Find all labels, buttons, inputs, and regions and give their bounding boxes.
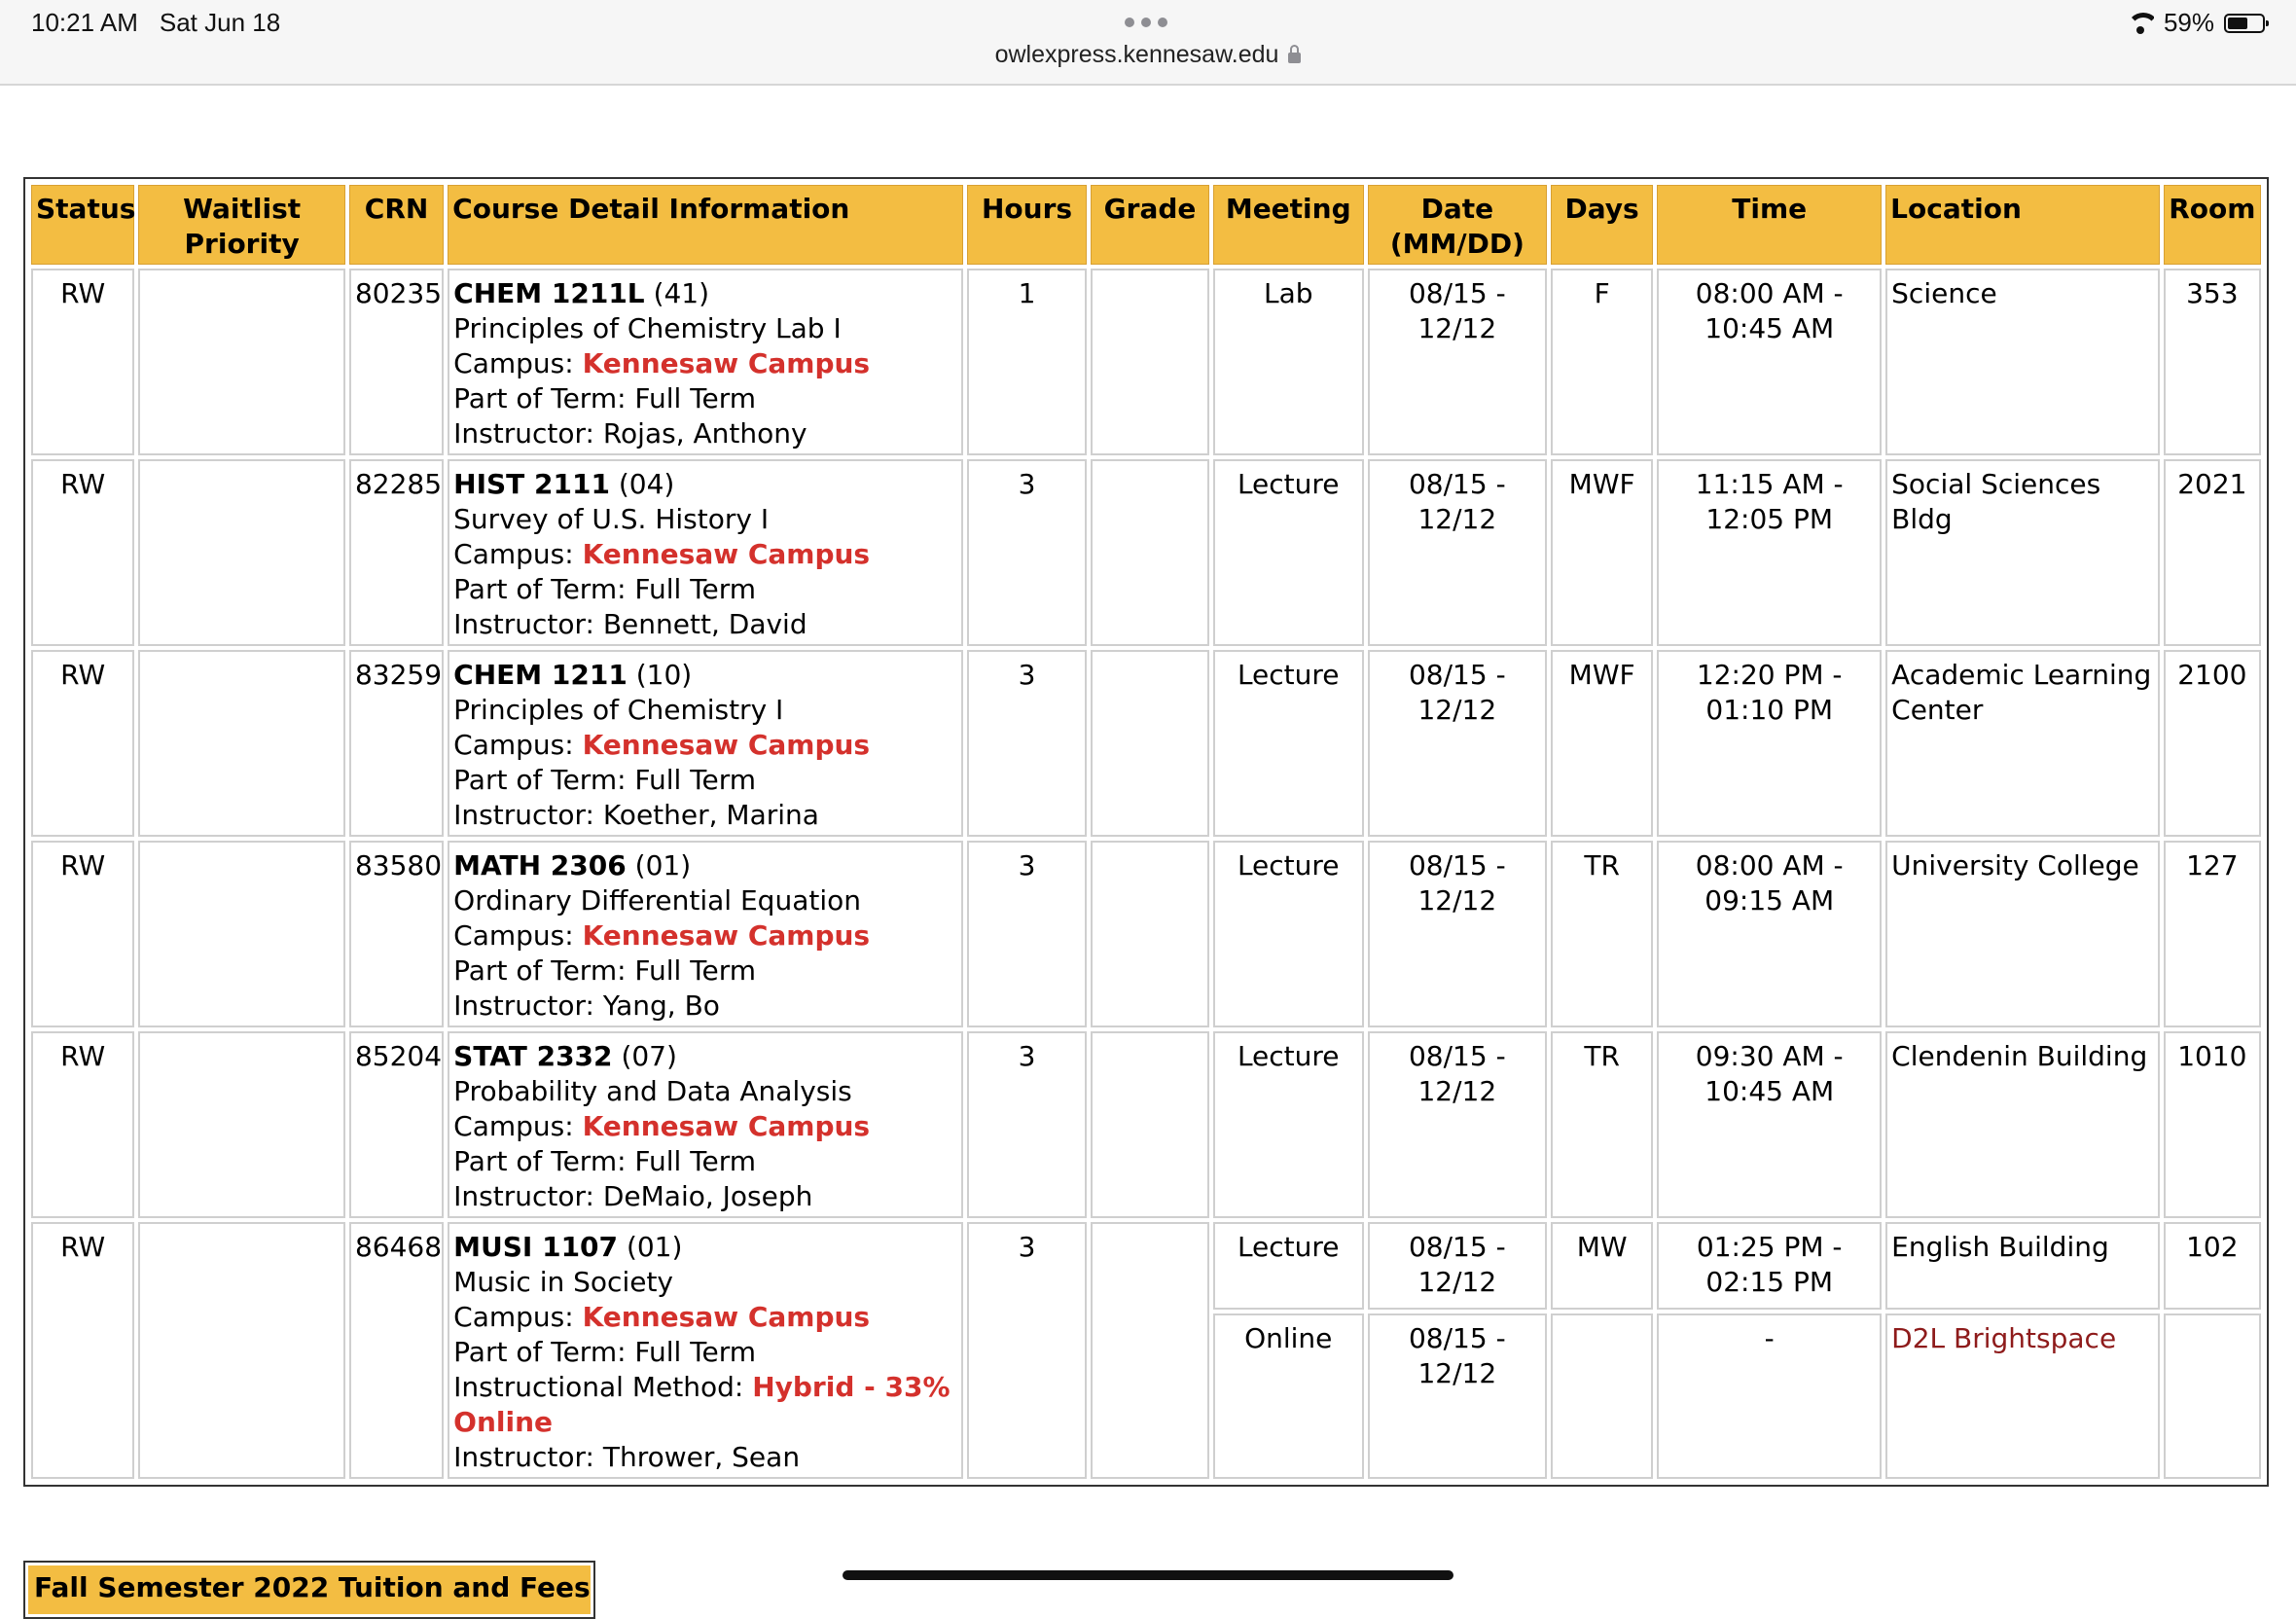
location-link[interactable]: D2L Brightspace xyxy=(1891,1321,2117,1354)
date-start: 08/15 - xyxy=(1408,1040,1506,1072)
instructor-name: Koether, Marina xyxy=(602,799,819,831)
time-end: 10:45 AM xyxy=(1704,1075,1835,1107)
days-cell: TR xyxy=(1551,1031,1653,1218)
location-name: Clendenin Building xyxy=(1891,1040,2148,1072)
course-detail-cell xyxy=(448,1031,963,1218)
location-cell xyxy=(1885,841,2160,1027)
campus-name: Kennesaw Campus xyxy=(582,729,871,761)
course-method-line xyxy=(453,1370,957,1440)
days-cell: F xyxy=(1551,269,1653,455)
term-label: Part of Term: xyxy=(453,1145,635,1177)
course-term-line xyxy=(453,953,957,989)
waitlist-cell xyxy=(138,269,345,455)
term-value: Full Term xyxy=(634,573,757,605)
course-detail-cell xyxy=(448,841,963,1027)
date-cell xyxy=(1368,459,1547,646)
days-cell: TR xyxy=(1551,841,1653,1027)
date-cell xyxy=(1368,1222,1547,1310)
meeting-type-cell: Lab xyxy=(1213,269,1364,455)
instructor-label: Instructor: xyxy=(453,1441,603,1473)
schedule-table xyxy=(27,181,2265,1483)
course-code-line xyxy=(453,1230,957,1265)
campus-name: Kennesaw Campus xyxy=(582,347,871,379)
waitlist-cell xyxy=(138,650,345,837)
battery-level xyxy=(2228,18,2247,29)
grade-cell xyxy=(1091,841,1209,1027)
course-instructor-line xyxy=(453,989,957,1024)
meeting-type-cell: Lecture xyxy=(1213,1222,1364,1310)
date-start: 08/15 - xyxy=(1408,659,1506,691)
time-start: 08:00 AM - xyxy=(1695,277,1844,309)
meeting-type-cell: Lecture xyxy=(1213,459,1364,646)
course-code-line xyxy=(453,467,957,502)
tuition-fees-header: Fall Semester 2022 Tuition and Fees xyxy=(28,1565,591,1614)
instructor-label: Instructor: xyxy=(453,799,603,831)
address-bar[interactable] xyxy=(0,41,2296,69)
location-cell xyxy=(1885,1222,2160,1310)
course-instructor-line xyxy=(453,1179,957,1214)
location-name: English Building xyxy=(1891,1231,2109,1263)
col-header-course: Course Detail Information xyxy=(448,185,963,265)
course-campus-line xyxy=(453,918,957,953)
course-term-line xyxy=(453,572,957,607)
col-header-waitlist: Waitlist Priority xyxy=(138,185,345,265)
course-section: (04) xyxy=(618,468,675,500)
room-cell: 102 xyxy=(2164,1222,2261,1310)
campus-name: Kennesaw Campus xyxy=(582,919,871,952)
course-title: Music in Society xyxy=(453,1266,674,1298)
time-end: 01:10 PM xyxy=(1705,694,1834,726)
instructor-label: Instructor: xyxy=(453,608,603,640)
table-row xyxy=(31,269,2261,455)
time-cell xyxy=(1657,841,1882,1027)
location-cell xyxy=(1885,459,2160,646)
term-label: Part of Term: xyxy=(453,764,635,796)
date-end: 12/12 xyxy=(1417,503,1497,535)
col-header-crn: CRN xyxy=(349,185,444,265)
col-header-room: Room xyxy=(2164,185,2261,265)
location-name: Social Sciences Bldg xyxy=(1891,468,2101,535)
time-end: 09:15 AM xyxy=(1704,884,1835,917)
course-code: CHEM 1211 xyxy=(453,659,628,691)
tuition-fees-table xyxy=(23,1561,595,1619)
crn-cell: 80235 xyxy=(349,269,444,455)
time-start: 08:00 AM - xyxy=(1695,849,1844,881)
col-header-days: Days xyxy=(1551,185,1653,265)
room-cell: 1010 xyxy=(2164,1031,2261,1218)
instructor-name: DeMaio, Joseph xyxy=(602,1180,813,1212)
days-cell: MWF xyxy=(1551,459,1653,646)
instructor-name: Yang, Bo xyxy=(602,989,720,1022)
grade-cell xyxy=(1091,269,1209,455)
table-row xyxy=(31,459,2261,646)
time-start: 01:25 PM - xyxy=(1696,1231,1843,1263)
status-clock xyxy=(31,8,302,38)
days-cell: MWF xyxy=(1551,650,1653,837)
days-cell: MW xyxy=(1551,1222,1653,1310)
course-campus-line xyxy=(453,1109,957,1144)
schedule-table-frame xyxy=(23,177,2269,1487)
date-end: 12/12 xyxy=(1417,312,1497,344)
table-row xyxy=(31,1222,2261,1310)
hours-cell: 3 xyxy=(967,841,1088,1027)
date-start: 08/15 - xyxy=(1408,1231,1506,1263)
course-code-line xyxy=(453,276,957,311)
course-detail-cell xyxy=(448,1222,963,1479)
time-cell xyxy=(1657,1313,1882,1480)
instructor-name: Bennett, David xyxy=(602,608,807,640)
course-section: (07) xyxy=(621,1040,677,1072)
status-cell: RW xyxy=(31,1031,134,1218)
table-row xyxy=(31,650,2261,837)
wifi-icon xyxy=(2127,13,2154,34)
meeting-type-cell: Lecture xyxy=(1213,841,1364,1027)
location-name: Science xyxy=(1891,277,1997,309)
instructor-name: Thrower, Sean xyxy=(602,1441,801,1473)
meeting-type-cell: Online xyxy=(1213,1313,1364,1480)
course-instructor-line xyxy=(453,416,957,451)
campus-label: Campus: xyxy=(453,538,583,570)
term-value: Full Term xyxy=(634,1145,757,1177)
course-detail-cell xyxy=(448,650,963,837)
course-code-line xyxy=(453,848,957,883)
term-value: Full Term xyxy=(634,1336,757,1368)
course-section: (01) xyxy=(626,1231,683,1263)
col-header-location: Location xyxy=(1885,185,2160,265)
time-cell xyxy=(1657,1031,1882,1218)
course-code: CHEM 1211L xyxy=(453,277,645,309)
waitlist-cell xyxy=(138,841,345,1027)
campus-label: Campus: xyxy=(453,919,583,952)
col-header-hours: Hours xyxy=(967,185,1088,265)
method-value: Hybrid - 33% Online xyxy=(453,1371,951,1438)
term-label: Part of Term: xyxy=(453,954,635,987)
date-end: 12/12 xyxy=(1417,884,1497,917)
meeting-type-cell: Lecture xyxy=(1213,1031,1364,1218)
grade-cell xyxy=(1091,1222,1209,1479)
course-code: STAT 2332 xyxy=(453,1040,613,1072)
location-name: University College xyxy=(1891,849,2139,881)
room-cell: 353 xyxy=(2164,269,2261,455)
meeting-type-cell: Lecture xyxy=(1213,650,1364,837)
status-cell: RW xyxy=(31,841,134,1027)
instructor-label: Instructor: xyxy=(453,989,603,1022)
col-header-grade: Grade xyxy=(1091,185,1209,265)
schedule-body xyxy=(31,269,2261,1479)
course-detail-cell xyxy=(448,459,963,646)
course-campus-line xyxy=(453,537,957,572)
course-title: Survey of U.S. History I xyxy=(453,503,770,535)
location-name: Academic Learning Center xyxy=(1891,659,2152,726)
url-text: owlexpress.kennesaw.edu xyxy=(994,41,1279,68)
col-header-meeting: Meeting xyxy=(1213,185,1364,265)
waitlist-cell xyxy=(138,459,345,646)
instructor-label: Instructor: xyxy=(453,417,603,450)
course-instructor-line xyxy=(453,1440,957,1475)
date-end: 12/12 xyxy=(1417,1266,1497,1298)
time-start: 09:30 AM - xyxy=(1695,1040,1844,1072)
campus-label: Campus: xyxy=(453,1301,583,1333)
campus-name: Kennesaw Campus xyxy=(582,538,871,570)
course-code: HIST 2111 xyxy=(453,468,610,500)
campus-label: Campus: xyxy=(453,1110,583,1142)
term-value: Full Term xyxy=(634,764,757,796)
term-label: Part of Term: xyxy=(453,1336,635,1368)
status-indicators xyxy=(2127,8,2265,38)
date-cell xyxy=(1368,650,1547,837)
campus-label: Campus: xyxy=(453,729,583,761)
col-header-time: Time xyxy=(1657,185,1882,265)
multitasking-dots-icon[interactable] xyxy=(1125,18,1167,27)
course-term-line xyxy=(453,1335,957,1370)
course-code-line xyxy=(453,658,957,693)
hours-cell: 1 xyxy=(967,269,1088,455)
battery-icon xyxy=(2224,14,2265,33)
room-cell: 2100 xyxy=(2164,650,2261,837)
location-cell xyxy=(1885,269,2160,455)
course-instructor-line xyxy=(453,798,957,833)
campus-name: Kennesaw Campus xyxy=(582,1110,871,1142)
term-label: Part of Term: xyxy=(453,573,635,605)
hours-cell: 3 xyxy=(967,650,1088,837)
date-cell xyxy=(1368,1031,1547,1218)
date-end: 12/12 xyxy=(1417,694,1497,726)
term-value: Full Term xyxy=(634,382,757,414)
date-start: 08/15 - xyxy=(1408,277,1506,309)
table-row xyxy=(31,1031,2261,1218)
location-cell xyxy=(1885,1313,2160,1480)
time-start: - xyxy=(1764,1321,1775,1354)
course-section: (10) xyxy=(635,659,693,691)
course-detail-cell xyxy=(448,269,963,455)
time-cell xyxy=(1657,650,1882,837)
col-header-status: Status xyxy=(31,185,134,265)
term-label: Part of Term: xyxy=(453,382,635,414)
date-end: 12/12 xyxy=(1417,1075,1497,1107)
crn-cell: 83259 xyxy=(349,650,444,837)
crn-cell: 82285 xyxy=(349,459,444,646)
hours-cell: 3 xyxy=(967,1031,1088,1218)
course-instructor-line xyxy=(453,607,957,642)
table-row xyxy=(31,841,2261,1027)
course-code: MUSI 1107 xyxy=(453,1231,619,1263)
instructor-name: Rojas, Anthony xyxy=(602,417,807,450)
time-cell xyxy=(1657,459,1882,646)
crn-cell: 86468 xyxy=(349,1222,444,1479)
term-value: Full Term xyxy=(634,954,757,987)
course-title: Probability and Data Analysis xyxy=(453,1075,852,1107)
hours-cell: 3 xyxy=(967,459,1088,646)
time-end: 02:15 PM xyxy=(1705,1266,1834,1298)
date-end: 12/12 xyxy=(1417,1356,1497,1389)
campus-label: Campus: xyxy=(453,347,583,379)
status-date: Sat Jun 18 xyxy=(159,8,281,37)
date-cell xyxy=(1368,269,1547,455)
time-start: 11:15 AM - xyxy=(1695,468,1844,500)
course-term-line xyxy=(453,1144,957,1179)
status-time: 10:21 AM xyxy=(31,8,138,37)
instructor-label: Instructor: xyxy=(453,1180,603,1212)
lock-icon xyxy=(1288,53,1301,63)
date-start: 08/15 - xyxy=(1408,849,1506,881)
waitlist-cell xyxy=(138,1031,345,1218)
room-cell: 127 xyxy=(2164,841,2261,1027)
course-term-line xyxy=(453,381,957,416)
days-cell xyxy=(1551,1313,1653,1480)
course-section: (01) xyxy=(634,849,692,881)
col-header-date: Date (MM/DD) xyxy=(1368,185,1547,265)
course-campus-line xyxy=(453,1300,957,1335)
location-cell xyxy=(1885,1031,2160,1218)
course-section: (41) xyxy=(653,277,710,309)
date-cell xyxy=(1368,841,1547,1027)
battery-percent: 59% xyxy=(2163,8,2214,37)
course-title: Principles of Chemistry Lab I xyxy=(453,312,842,344)
status-cell: RW xyxy=(31,650,134,837)
waitlist-cell xyxy=(138,1222,345,1479)
method-label: Instructional Method: xyxy=(453,1371,753,1403)
time-start: 12:20 PM - xyxy=(1696,659,1843,691)
hours-cell: 3 xyxy=(967,1222,1088,1479)
course-code-line xyxy=(453,1039,957,1074)
campus-name: Kennesaw Campus xyxy=(582,1301,871,1333)
table-header-row xyxy=(31,185,2261,265)
status-cell: RW xyxy=(31,1222,134,1479)
home-indicator[interactable] xyxy=(843,1570,1453,1580)
status-bar xyxy=(0,0,2296,86)
course-title: Principles of Chemistry I xyxy=(453,694,784,726)
crn-cell: 85204 xyxy=(349,1031,444,1218)
grade-cell xyxy=(1091,650,1209,837)
date-cell xyxy=(1368,1313,1547,1480)
course-campus-line xyxy=(453,728,957,763)
date-start: 08/15 - xyxy=(1408,468,1506,500)
location-cell xyxy=(1885,650,2160,837)
date-start: 08/15 - xyxy=(1408,1321,1506,1354)
time-cell xyxy=(1657,269,1882,455)
course-campus-line xyxy=(453,346,957,381)
time-end: 12:05 PM xyxy=(1705,503,1834,535)
course-term-line xyxy=(453,763,957,798)
time-end: 10:45 AM xyxy=(1704,312,1835,344)
time-cell xyxy=(1657,1222,1882,1310)
grade-cell xyxy=(1091,1031,1209,1218)
room-cell xyxy=(2164,1313,2261,1480)
status-cell: RW xyxy=(31,269,134,455)
course-code: MATH 2306 xyxy=(453,849,627,881)
course-title: Ordinary Differential Equation xyxy=(453,884,861,917)
crn-cell: 83580 xyxy=(349,841,444,1027)
status-cell: RW xyxy=(31,459,134,646)
room-cell: 2021 xyxy=(2164,459,2261,646)
grade-cell xyxy=(1091,459,1209,646)
